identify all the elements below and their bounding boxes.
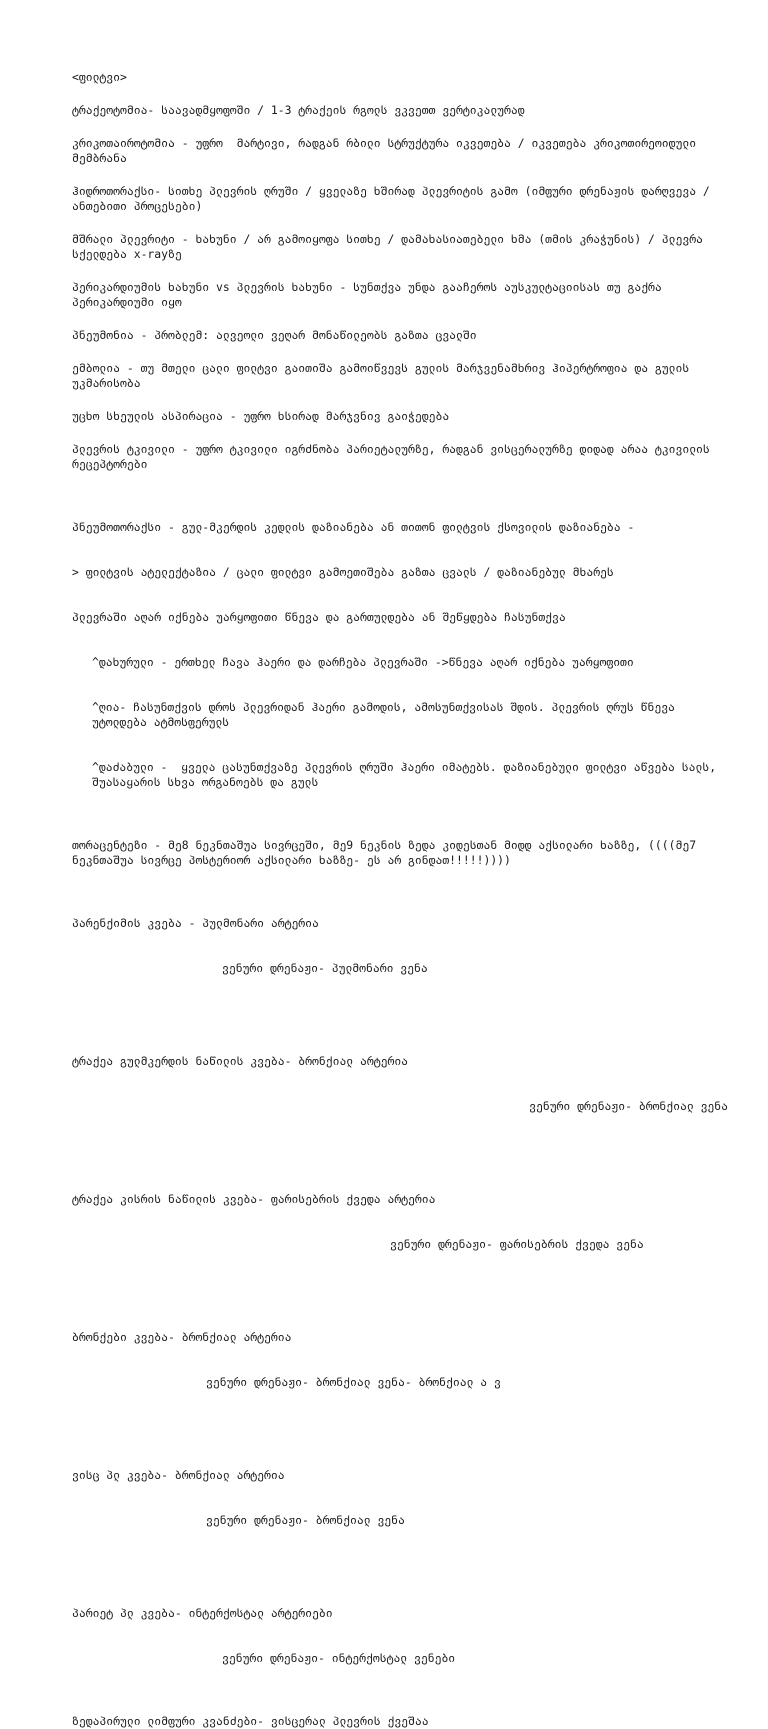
supply-cervical-trachea-artery: ტრაქეა კისრის ნაწილის კვება- ფარისებრის ქვედა არტერია (72, 1192, 436, 1206)
pneumothorax-line-2: > ფილტვის ატელექტაზია / ცალი ფილტვი გამოეთიშება გაზთა ცვალს / დაზიანებულ მხარეს (72, 565, 614, 579)
supply-parenchyma-artery: პარენქიმის კვება - პულმონარი არტერია (72, 916, 319, 930)
pneumothorax-open: ^ღია- ჩასუნთქვის დროს პლევრიდან ჰაერი გამოდის, ამოსუნთქვისას შდის. პლევრის ღრუს წნევა უტოლდება ატმოსფერულს (92, 700, 682, 729)
note-pneumonia: პნეუმონია - პრობლემ: ალვეოლი ვეღარ მონაწილეობს გაზთა ცვალში (72, 328, 477, 342)
supply-visceral-pleura-artery: ვისც პლ კვება- ბრონქიალ არტერია (72, 1468, 285, 1482)
supply-parenchyma-vein: ვენური დრენაჟი- პულმონარი ვენა (222, 961, 428, 975)
supply-bronchi-vein: ვენური დრენაჟი- ბრონქიალ ვენა- ბრონქიალ ა ვ (206, 1375, 501, 1389)
note-pneumothorax (72, 490, 728, 820)
supply-visceral-pleura-vein: ვენური დრენაჟი- ბრონქიალ ვენა (206, 1513, 405, 1527)
supply-cervical-trachea-vein: ვენური დრენაჟი- ფარისებრის ქვედა ვენა (390, 1237, 644, 1251)
pneumothorax-closed: ^დახურული - ერთხელ ჩავა ჰაერი და დარჩება პლევრაში ->წნევა აღარ იქნება უარყოფითი (92, 655, 634, 669)
supply-thoracic-trachea (72, 1024, 728, 1144)
supply-bronchi-artery: ბრონქები კვება- ბრონქიალ არტერია (72, 1330, 292, 1344)
supply-cervical-trachea (72, 1162, 728, 1282)
supply-parietal-pleura-artery: პარიეტ პლ კვება- ინტერქოსტალ არტერიები (72, 1606, 333, 1620)
supply-parenchyma (72, 886, 728, 1006)
supply-parietal-pleura (72, 1576, 728, 1696)
note-thoracentesis: თორაცენტეზი - მე8 ნეკნთაშუა სივრცეში, მე9 ნეკნის ზედა კიდესთან მიდდ აქსილარი ხაზზე, ((((მე7 ნეკნთაშუა სივრცე პოსტერიორ აქსილარი ხაზზე- ეს არ გინდათ!!!!!)))) (72, 838, 703, 867)
note-foreign-body: უცხო სხეულის ასპირაცია - უფრო ხსირად მარჯვნივ გაიჭედება (72, 409, 450, 423)
note-pericardial-friction: პერიკარდიუმის ხახუნი vs პლევრის ხახუნი - სუნთქვა უნდა გააჩეროს აუსკულტაციისას თუ გაქრა პერიკარდიუმი იყო (72, 280, 669, 309)
supply-thoracic-trachea-vein: ვენური დრენაჟი- ბრონქიალ ვენა (529, 1099, 728, 1113)
note-pleural-pain: პლევრის ტკივილი - უფრო ტკივილი იგრძნობა პარიეტალურზე, რადგან ვისცერალურზე დიდად არაა ტკივილის რეცეპტორები (72, 442, 717, 471)
supply-bronchi (72, 1300, 728, 1420)
pneumothorax-tension: ^დაძაბული - ყველა ცასუნთქვაზე პლევრის ღრუში ჰაერი იმატებს. დაზიანებული ფილტვი აწვება სალს, შუასაყარის სხვა ორგანოებს და გულს (92, 760, 723, 789)
note-hydrothorax: ჰიდროთორაქსი- სითხე პლევრის ღრუში / ყველაზე ხშირად პლევრიტის გამო (იმფური დრენაჟის დარღვევა / ანთებითი პროცესები) (72, 184, 717, 213)
doc-header: <ფილტვი> (72, 70, 127, 84)
note-dry-pleuritis: მშრალი პლევრიტი - ხახუნი / არ გამოიყოფა სითხე / დამახასიათებელი ხმა (თმის კრაჭუნის) / პლევრა სქელდება x-rayზე (72, 232, 710, 261)
note-cricothyrotomy: კრიკოთაიროტომია - უფრო მარტივი, რადგან რბილი სტრუქტურა იკვეთება / იკვეთება კრიკოთირეოიდული მემბრანა (72, 136, 703, 165)
note-embolism: ემბოლია - თუ მთელი ცალი ფილტვი გაითიშა გამოიწვევს გულის მარჯვენამხრივ ჰიპერტროფია და გულის უკმარისობა (72, 361, 697, 390)
supply-thoracic-trachea-artery: ტრაქეა გულმკერდის ნაწილის კვება- ბრონქიალ არტერია (72, 1054, 409, 1068)
supply-parietal-pleura-vein: ვენური დრენაჟი- ინტერქოსტალ ვენები (222, 1651, 456, 1665)
note-tracheotomy: ტრაქეოტომია- საავადმყოფოში / 1-3 ტრაქეის რგოლს ვკვეთთ ვერტიკალურად (72, 103, 525, 117)
supply-visceral-pleura (72, 1438, 728, 1558)
pneumothorax-line-1: პნეუმოთორაქსი - გულ-მკერდის კედლის დაზიანება ან თითონ ფილტვის ქსოვილის დაზიანება - (72, 520, 635, 534)
note-lymph-nodes: ზედაპირული ლიმფური კვანძები- ვისცერალ პლევრის ქვეშაა (72, 1714, 429, 1728)
pneumothorax-line-3: პლევრაში აღარ იქნება უარყოფითი წნევა და გართულდება ან შეწყდება ჩასუნთქვა (72, 610, 566, 624)
